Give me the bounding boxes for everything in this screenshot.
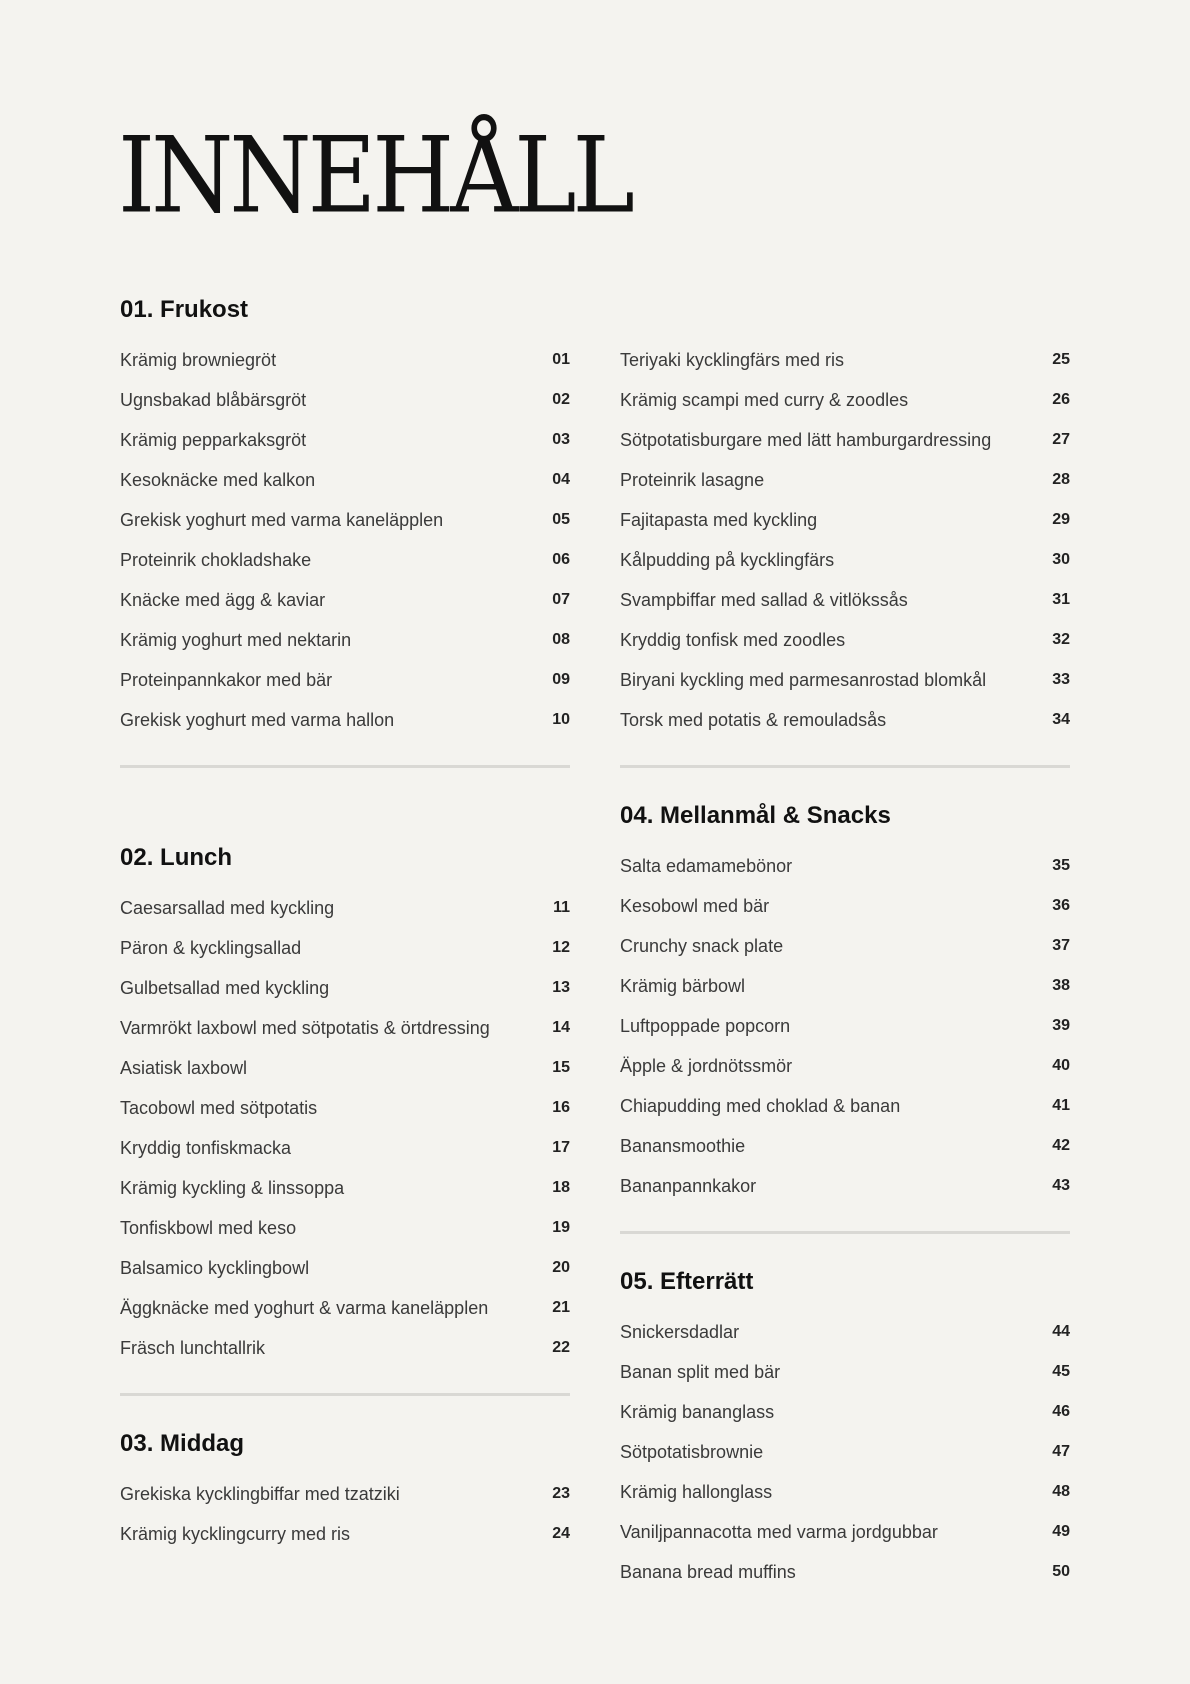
toc-entry: [120, 540, 570, 580]
page-number: 34: [1052, 711, 1070, 728]
recipe-name: Krämig scampi med curry & zoodles: [620, 389, 909, 410]
page-number: 02: [552, 391, 570, 408]
toc-entry: [620, 1046, 1070, 1086]
toc-entry: [620, 500, 1070, 540]
page-number: 32: [1052, 631, 1070, 648]
page-number: 14: [552, 1019, 570, 1036]
toc-entry: [120, 380, 570, 420]
toc-entry: [120, 620, 570, 660]
toc-column-right: [620, 292, 1070, 1592]
recipe-name: Äggknäcke med yoghurt & varma kaneläpplen: [120, 1297, 489, 1318]
page-number: 05: [552, 511, 570, 528]
recipe-name: Kryddig tonfisk med zoodles: [620, 629, 846, 650]
toc-list: [120, 340, 570, 740]
toc-entry: [120, 888, 570, 928]
recipe-name: Fajitapasta med kyckling: [620, 509, 818, 530]
toc-entry: [620, 700, 1070, 740]
page-number: 20: [552, 1259, 570, 1276]
recipe-name: Proteinrik lasagne: [620, 469, 765, 490]
recipe-name: Luftpoppade popcorn: [620, 1015, 791, 1036]
toc-entry: [620, 1312, 1070, 1352]
section-heading: 04. Mellanmål & Snacks: [620, 802, 891, 829]
toc-entry: [620, 966, 1070, 1006]
section-lunch: [120, 840, 570, 1368]
section-heading: 05. Efterrätt: [620, 1268, 754, 1295]
recipe-name: Salta edamamebönor: [620, 855, 793, 876]
recipe-name: Krämig bärbowl: [620, 975, 746, 996]
toc-entry: [620, 1472, 1070, 1512]
recipe-name: Krämig kycklingcurry med ris: [120, 1523, 351, 1544]
recipe-name: Chiapudding med choklad & banan: [620, 1095, 901, 1116]
recipe-name: Sötpotatisburgare med lätt hamburgardressing: [620, 429, 992, 450]
section-heading: 03. Middag: [120, 1430, 245, 1457]
toc-entry: [620, 1392, 1070, 1432]
page-number: 43: [1052, 1177, 1070, 1194]
page-number: 47: [1052, 1443, 1070, 1460]
page-number: 22: [552, 1339, 570, 1356]
page-number: 23: [552, 1485, 570, 1502]
page-number: 16: [552, 1099, 570, 1116]
recipe-name: Gulbetsallad med kyckling: [120, 977, 330, 998]
page-number: 27: [1052, 431, 1070, 448]
recipe-name: Banana bread muffins: [620, 1561, 796, 1582]
page-number: 39: [1052, 1017, 1070, 1034]
toc-entry: [620, 886, 1070, 926]
page-number: 37: [1052, 937, 1070, 954]
toc-entry: [620, 420, 1070, 460]
page-number: 33: [1052, 671, 1070, 688]
page-number: 15: [552, 1059, 570, 1076]
recipe-name: Asiatisk laxbowl: [120, 1057, 248, 1078]
recipe-name: Vaniljpannacotta med varma jordgubbar: [620, 1521, 938, 1542]
recipe-name: Krämig pepparkaksgröt: [120, 429, 307, 450]
recipe-name: Grekisk yoghurt med varma hallon: [120, 709, 395, 730]
page-number: 13: [552, 979, 570, 996]
page-number: 50: [1052, 1563, 1070, 1580]
toc-entry: [620, 1126, 1070, 1166]
toc-entry: [120, 460, 570, 500]
recipe-name: Kesobowl med bär: [620, 895, 770, 916]
toc-entry: [120, 1208, 570, 1248]
toc-entry: [120, 968, 570, 1008]
page-number: 10: [552, 711, 570, 728]
page-number: 28: [1052, 471, 1070, 488]
toc-entry: [120, 1088, 570, 1128]
section-middag: [120, 1426, 570, 1554]
recipe-name: Tonfiskbowl med keso: [120, 1217, 297, 1238]
recipe-name: Sötpotatisbrownie: [620, 1441, 764, 1462]
page-number: 18: [552, 1179, 570, 1196]
toc-list: [620, 846, 1070, 1206]
page-number: 40: [1052, 1057, 1070, 1074]
page-number: 35: [1052, 857, 1070, 874]
toc-entry: [120, 660, 570, 700]
section-heading: 01. Frukost: [120, 296, 249, 323]
toc-list: [120, 888, 570, 1368]
recipe-name: Balsamico kycklingbowl: [120, 1257, 310, 1278]
recipe-name: Varmrökt laxbowl med sötpotatis & örtdressing: [120, 1017, 490, 1038]
page-number: 24: [552, 1525, 570, 1542]
page-number: 29: [1052, 511, 1070, 528]
toc-entry: [120, 580, 570, 620]
toc-entry: [620, 846, 1070, 886]
recipe-name: Krämig kyckling & linssoppa: [120, 1177, 345, 1198]
toc-entry: [120, 1248, 570, 1288]
page-number: 46: [1052, 1403, 1070, 1420]
recipe-name: Päron & kycklingsallad: [120, 937, 302, 958]
toc-entry: [120, 700, 570, 740]
section-heading: 02. Lunch: [120, 844, 233, 871]
toc-entry: [620, 620, 1070, 660]
recipe-name: Grekisk yoghurt med varma kaneläpplen: [120, 509, 444, 530]
toc-entry: [120, 1048, 570, 1088]
toc-entry: [620, 1352, 1070, 1392]
page-number: 11: [553, 899, 570, 916]
section-middag-continued: [620, 292, 1070, 740]
page-number: 03: [552, 431, 570, 448]
recipe-name: Krämig hallonglass: [620, 1481, 773, 1502]
recipe-name: Krämig browniegröt: [120, 349, 277, 370]
recipe-name: Fräsch lunchtallrik: [120, 1337, 266, 1358]
page-number: 30: [1052, 551, 1070, 568]
page-number: 26: [1052, 391, 1070, 408]
toc-entry: [620, 580, 1070, 620]
page-number: 17: [552, 1139, 570, 1156]
recipe-name: Krämig yoghurt med nektarin: [120, 629, 352, 650]
recipe-name: Torsk med potatis & remouladsås: [620, 709, 887, 730]
page-number: 12: [552, 939, 570, 956]
page-number: 41: [1052, 1097, 1070, 1114]
page-number: 08: [552, 631, 570, 648]
page-number: 38: [1052, 977, 1070, 994]
toc-entry: [120, 420, 570, 460]
page-number: 04: [552, 471, 570, 488]
page-number: 44: [1052, 1323, 1070, 1340]
page-number: 25: [1052, 351, 1070, 368]
toc-entry: [620, 380, 1070, 420]
recipe-name: Teriyaki kycklingfärs med ris: [620, 349, 845, 370]
toc-list: [620, 1312, 1070, 1592]
recipe-name: Grekiska kycklingbiffar med tzatziki: [120, 1483, 400, 1504]
toc-entry: [620, 660, 1070, 700]
page-number: 36: [1052, 897, 1070, 914]
recipe-name: Bananpannkakor: [620, 1175, 757, 1196]
recipe-name: Snickersdadlar: [620, 1321, 740, 1342]
toc-entry: [120, 500, 570, 540]
section-efterratt: [620, 1264, 1070, 1592]
page-number: 21: [552, 1299, 570, 1316]
page-number: 07: [552, 591, 570, 608]
recipe-name: Knäcke med ägg & kaviar: [120, 589, 326, 610]
recipe-name: Svampbiffar med sallad & vitlökssås: [620, 589, 908, 610]
toc-list: [620, 340, 1070, 740]
page-number: 09: [552, 671, 570, 688]
toc-list: [120, 1474, 570, 1554]
page-number: 42: [1052, 1137, 1070, 1154]
toc-entry: [620, 1432, 1070, 1472]
section-frukost: [120, 292, 570, 740]
toc-entry: [120, 1008, 570, 1048]
recipe-name: Crunchy snack plate: [620, 935, 784, 956]
toc-entry: [620, 460, 1070, 500]
toc-entry: [120, 1288, 570, 1328]
toc-entry: [120, 1514, 570, 1554]
recipe-name: Biryani kyckling med parmesanrostad blomkål: [620, 669, 987, 690]
recipe-name: Caesarsallad med kyckling: [120, 897, 335, 918]
recipe-name: Kryddig tonfiskmacka: [120, 1137, 292, 1158]
section-mellanmal: [620, 798, 1070, 1206]
recipe-name: Tacobowl med sötpotatis: [120, 1097, 318, 1118]
page-number: 31: [1052, 591, 1070, 608]
page-number: 45: [1052, 1363, 1070, 1380]
recipe-name: Kesoknäcke med kalkon: [120, 469, 316, 490]
toc-entry: [120, 1128, 570, 1168]
page-number: 01: [552, 351, 570, 368]
toc-entry: [620, 1086, 1070, 1126]
toc-entry: [620, 1166, 1070, 1206]
toc-entry: [120, 1474, 570, 1514]
toc-entry: [120, 928, 570, 968]
toc-entry: [620, 1006, 1070, 1046]
toc-entry: [620, 340, 1070, 380]
recipe-name: Banan split med bär: [620, 1361, 781, 1382]
toc-entry: [120, 1328, 570, 1368]
page-number: 06: [552, 551, 570, 568]
recipe-name: Krämig bananglass: [620, 1401, 775, 1422]
recipe-name: Äpple & jordnötssmör: [620, 1055, 793, 1076]
recipe-name: Banansmoothie: [620, 1135, 746, 1156]
page-number: 48: [1052, 1483, 1070, 1500]
recipe-name: Proteinrik chokladshake: [120, 549, 312, 570]
page-number: 19: [552, 1219, 570, 1236]
toc-entry: [620, 1512, 1070, 1552]
toc-column-left: [120, 292, 570, 1554]
recipe-name: Proteinpannkakor med bär: [120, 669, 333, 690]
toc-entry: [120, 340, 570, 380]
toc-entry: [120, 1168, 570, 1208]
page-title: INNEHÅLL: [118, 115, 631, 238]
toc-entry: [620, 1552, 1070, 1592]
page-number: 49: [1052, 1523, 1070, 1540]
recipe-name: Ugnsbakad blåbärsgröt: [120, 389, 307, 410]
recipe-name: Kålpudding på kycklingfärs: [620, 549, 835, 570]
toc-entry: [620, 926, 1070, 966]
toc-entry: [620, 540, 1070, 580]
